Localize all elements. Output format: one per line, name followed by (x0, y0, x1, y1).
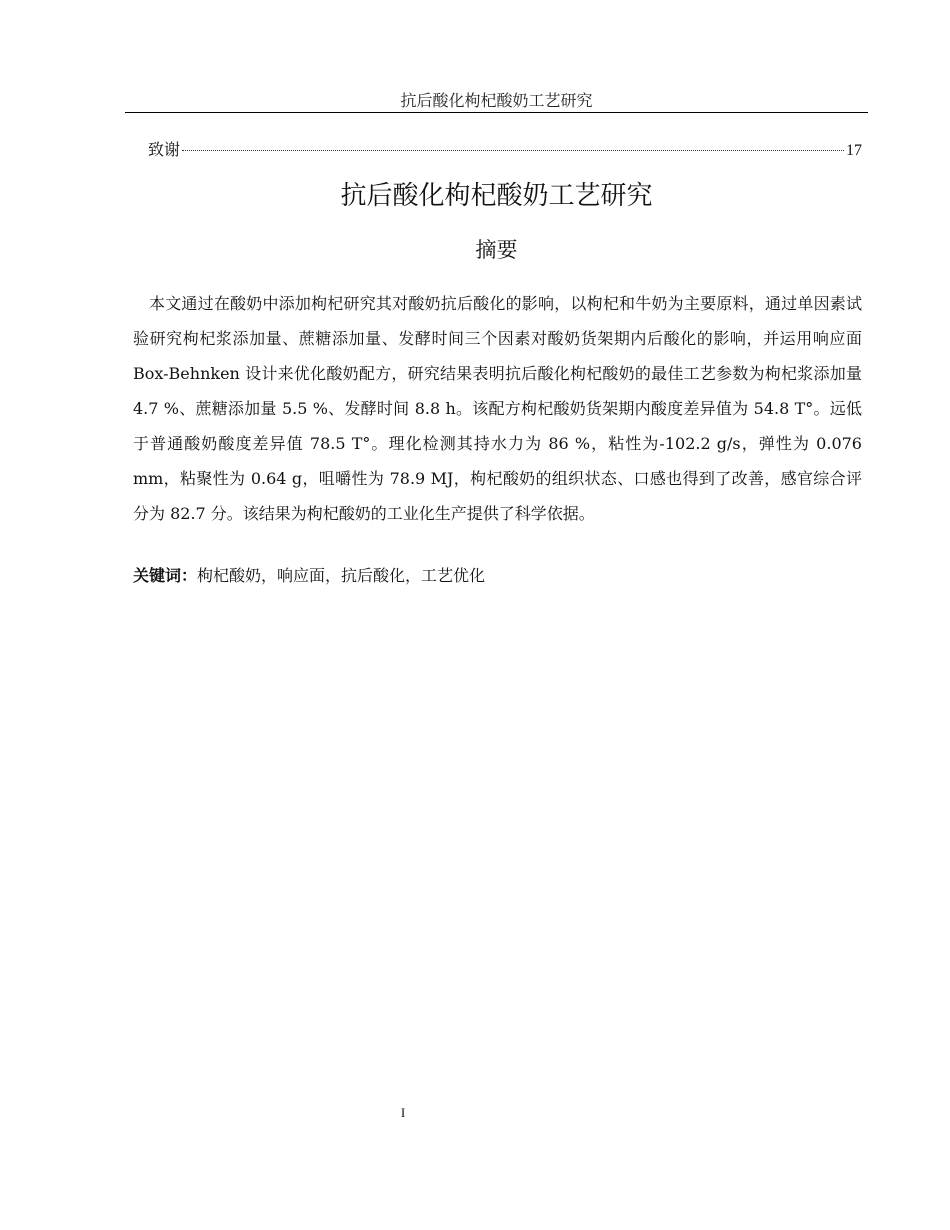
running-header: 抗后酸化枸杞酸奶工艺研究 (400, 91, 593, 110)
keywords-text: 枸杞酸奶，响应面，抗后酸化，工艺优化 (197, 566, 486, 585)
keywords-line (133, 562, 862, 590)
keywords-label: 关键词： (133, 566, 198, 585)
toc-entry-label: 致谢 (148, 140, 181, 159)
header-rule (125, 112, 868, 113)
abstract-paragraph: 本文通过在酸奶中添加枸杞研究其对酸奶抗后酸化的影响，以枸杞和牛奶为主要原料，通过单因素试验研究枸杞浆添加量、蔗糖添加量、发酵时间三个因素对酸奶货架期内后酸化的影响，并运用响应面 Box-Behnken 设计来优化酸奶配方，研究结果表明抗后酸化枸杞酸奶的最佳工艺参数为枸杞浆添加量 4.7 %、蔗糖添加量 5.5 %、发酵时间 8.8 h。该配方枸杞酸奶货架期内酸度差异值为 54.8 T°。远低于普通酸奶酸度差异值 78.5 T°。理化检测其持水力为 86 %，粘性为-102.2 g/s，弹性为 0.076 mm，粘聚性为 0.64 g，咀嚼性为 78.9 MJ，枸杞酸奶的组织状态、口感也得到了改善，感官综合评分为 82.7 分。该结果为枸杞酸奶的工业化生产提供了科学依据。 (133, 294, 862, 523)
toc-entry-acknowledgements[interactable] (148, 139, 862, 162)
document-title: 抗后酸化枸杞酸奶工艺研究 (340, 181, 653, 211)
toc-entry-page: 17 (846, 142, 862, 159)
abstract-heading: 摘要 (475, 238, 518, 262)
page-number: I (400, 1105, 406, 1120)
toc-dot-leader (182, 150, 844, 151)
